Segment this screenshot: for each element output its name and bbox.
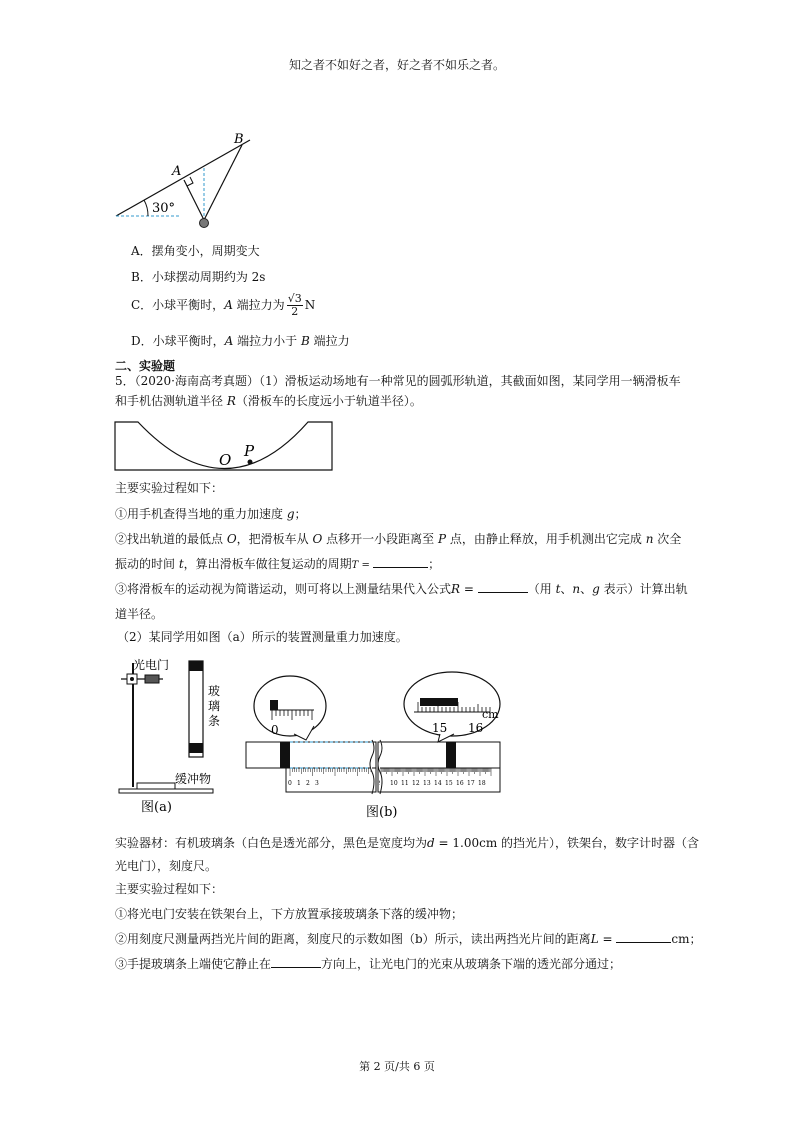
page-header: 知之者不如好之者，好之者不如乐之者。 xyxy=(288,58,505,72)
answer-blank-direction[interactable] xyxy=(271,955,321,968)
figure-a-apparatus xyxy=(115,655,245,825)
scale-left-label: 2 xyxy=(306,780,310,787)
answer-blank-radius[interactable] xyxy=(478,580,528,593)
track-p: P xyxy=(244,442,255,460)
q5-step3: ③将滑板车的运动视为简谐运动，则可将以上测量结果代入公式R = （用 t、n、g 表示）计算出轨 xyxy=(115,582,688,596)
track-o: O xyxy=(219,451,232,469)
scale-right-label: 16 xyxy=(456,780,464,787)
scale-right-label: 17 xyxy=(467,780,475,787)
option-c: C．小球平衡时，A 端拉力为 $\frac{√3}{2}$ N xyxy=(131,292,316,318)
label-photogate: 光电门 xyxy=(133,658,170,672)
equip-step2: ②用刻度尺测量两挡光片间的距离，刻度尺的示数如图（b）所示，读出两挡光片间的距离L = cm； xyxy=(115,932,702,946)
incline-pendulum-figure xyxy=(110,128,270,233)
scale-left-label: 0 xyxy=(288,780,292,787)
scale-right-label: 18 xyxy=(478,780,486,787)
scale-left-label: 3 xyxy=(315,780,319,787)
equip-step3: ③手提玻璃条上端使它静止在 方向上，让光电门的光束从玻璃条下端的透光部分通过； xyxy=(115,957,622,971)
scale-right-label: 15 xyxy=(445,780,453,787)
q5-steps-title: 主要实验过程如下： xyxy=(115,481,224,495)
scale-right-label: 11 xyxy=(401,780,409,787)
q5-step2: ②找出轨道的最低点 O，把滑板车从 O 点移开一小段距离至 P 点，由静止释放，用手机测出它完成 n 次全 xyxy=(115,532,682,546)
zoom-label-16: 16 xyxy=(468,721,484,735)
label-buffer: 缓冲物 xyxy=(175,772,212,786)
page-footer: 第 2 页/共 6 页 xyxy=(359,1060,435,1073)
scale-right-label: 10 xyxy=(390,780,398,787)
q5-step2b: 振动的时间 t，算出滑板车做往复运动的周期T = ； xyxy=(115,557,441,571)
scale-right-label: 13 xyxy=(423,780,431,787)
label-a: A xyxy=(172,164,182,179)
figure-b-ruler xyxy=(242,660,522,825)
q5-line1: 5．（2020·海南高考真题）（1）滑板运动场地有一种常见的圆弧形轨道，其截面如图，某同学用一辆滑板车 xyxy=(115,374,681,388)
scale-left-label: 1 xyxy=(297,780,301,787)
zoom-label-15: 15 xyxy=(432,721,448,735)
caption-b: 图(b) xyxy=(366,805,398,820)
label-glass-2: 璃 xyxy=(208,699,221,713)
answer-blank-period[interactable] xyxy=(373,555,428,568)
equip-line2: 光电门），刻度尺。 xyxy=(115,859,218,873)
arc-track-figure xyxy=(114,420,334,472)
angle-label: 30° xyxy=(152,201,176,216)
scale-right-label: 12 xyxy=(412,780,420,787)
zoom-left-label: 0 xyxy=(271,723,279,737)
label-b: B xyxy=(234,132,244,147)
section-title: 二、实验题 xyxy=(115,359,176,373)
label-glass-1: 玻 xyxy=(208,684,221,698)
equip-steps-title: 主要实验过程如下： xyxy=(115,882,224,896)
caption-a: 图(a) xyxy=(141,800,172,815)
fraction: $\frac{√3}{2}$ xyxy=(287,292,302,318)
zoom-unit: cm xyxy=(482,708,499,721)
label-glass-3: 条 xyxy=(208,714,221,728)
scale-right-label: 14 xyxy=(434,780,442,787)
equip-step1: ①将光电门安装在铁架台上，下方放置承接玻璃条下落的缓冲物； xyxy=(115,907,464,921)
option-a: A．摆角变小，周期变大 xyxy=(131,244,260,258)
option-b: B．小球摆动周期约为 2s xyxy=(131,270,266,284)
q5-step3b: 道半径。 xyxy=(115,607,164,621)
q5-line2: 和手机估测轨道半径 R（滑板车的长度远小于轨道半径）。 xyxy=(115,394,422,408)
answer-blank-distance[interactable] xyxy=(616,930,671,943)
q5-step1: ①用手机查得当地的重力加速度 g； xyxy=(115,507,307,521)
q5-part2: （2）某同学用如图（a）所示的装置测量重力加速度。 xyxy=(117,630,408,644)
option-d: D．小球平衡时，A 端拉力小于 B 端拉力 xyxy=(131,334,350,348)
equip-line1: 实验器材：有机玻璃条（白色是透光部分，黑色是宽度均为d = 1.00cm 的挡光片），铁架台，数字计时器（含 xyxy=(115,836,700,850)
